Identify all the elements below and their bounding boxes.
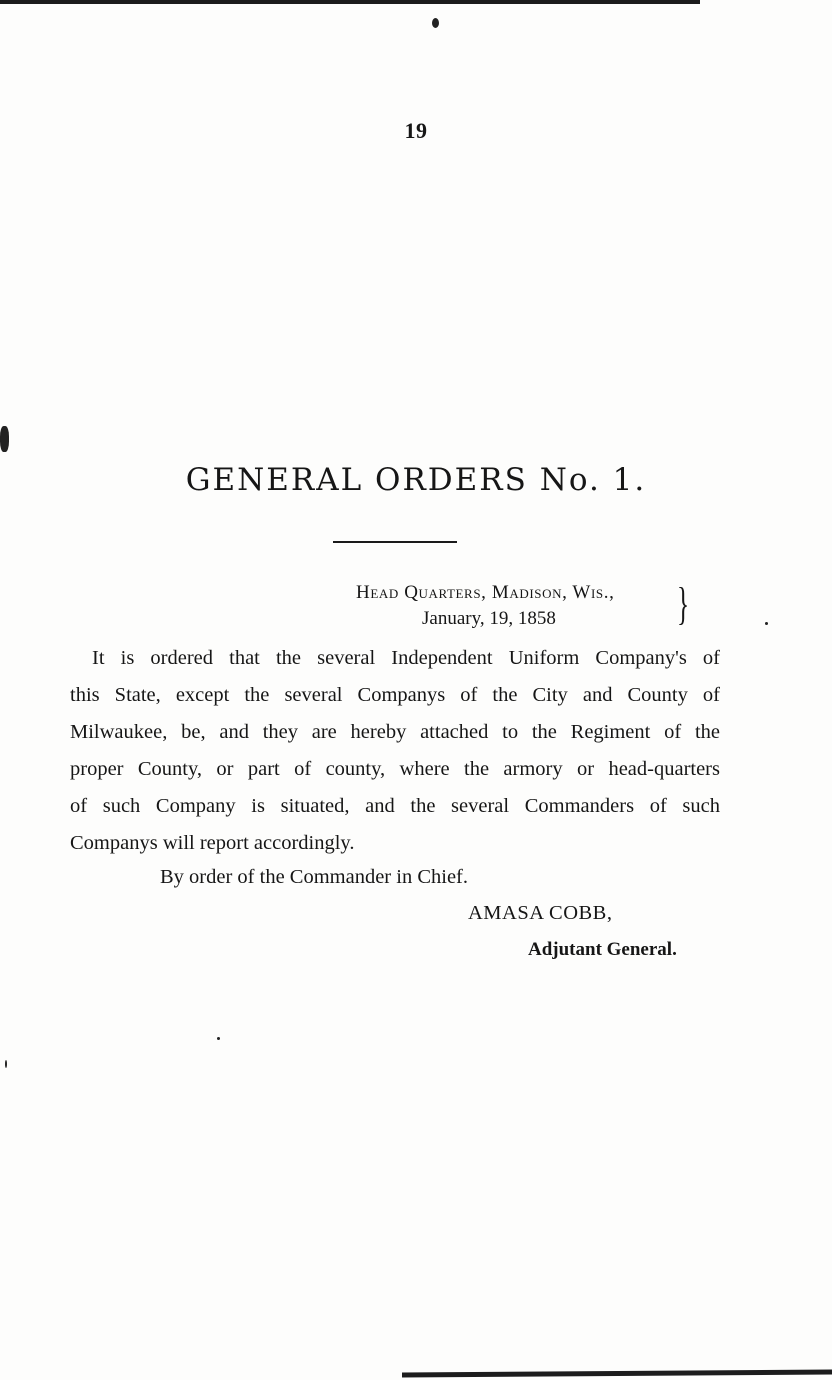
top-edge-rule [0,0,700,4]
signer-name: AMASA COBB, [468,902,613,924]
order-body-line: Companys will report accordingly. [70,832,355,854]
order-body-line: Milwaukee, be, and they are hereby attached to the Regiment of the [70,721,720,743]
dateline [356,580,614,632]
authority-line: By order of the Commander in Chief. [160,866,469,888]
ink-speck [5,1060,7,1068]
dateline-date: January, 19, 1858 [422,608,556,629]
ink-speck [0,426,9,452]
ink-speck [432,18,439,28]
order-body [70,640,720,862]
signer-title: Adjutant General. [528,939,677,960]
dateline-brace: } [677,578,690,629]
page-number: 19 [404,118,428,143]
heading-divider [333,541,457,543]
order-body-line: of such Company is situated, and the several Commanders of such [70,795,720,817]
bottom-edge-rule [402,1369,832,1377]
ink-speck [765,622,768,625]
order-body-line: proper County, or part of county, where the armory or head-quarters [70,758,720,780]
order-body-line: this State, except the several Companys of the City and County of [70,684,720,706]
dateline-place: Head Quarters, Madison, Wis., [356,582,615,603]
page-title: GENERAL ORDERS No. 1. [185,462,647,498]
order-body-line: It is ordered that the several Independent Uniform Company's of [92,647,720,669]
ink-speck [217,1037,220,1040]
